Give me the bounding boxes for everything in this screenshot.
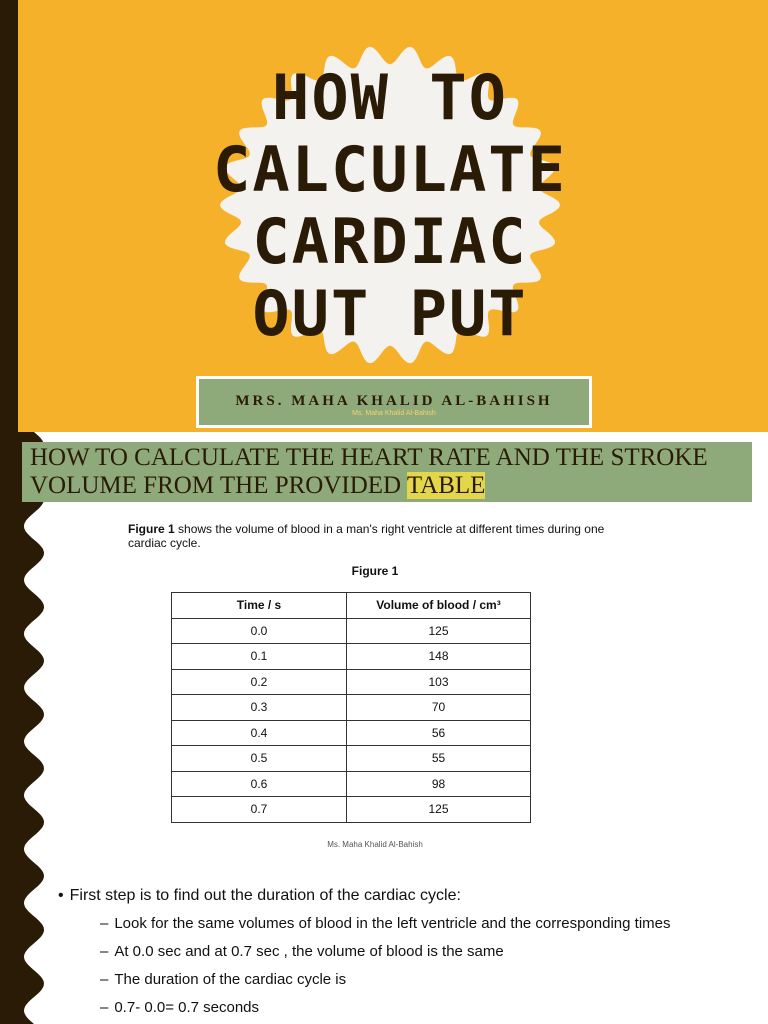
- time-cell: 0.1: [172, 644, 347, 670]
- page-title: [180, 62, 600, 350]
- title-line-1: HOW TO: [272, 61, 508, 134]
- slide-heading: [30, 444, 750, 500]
- table-row: [172, 644, 531, 670]
- volume-cell: 125: [347, 618, 531, 644]
- time-cell: 0.0: [172, 618, 347, 644]
- title-line-3: CARDIAC: [252, 205, 528, 278]
- volume-cell: 98: [347, 771, 531, 797]
- author-watermark: Ms. Maha Khalid Al-Bahish: [352, 410, 436, 417]
- table-row: [172, 669, 531, 695]
- figure-intro-text: shows the volume of blood in a man's right ventricle at different times during one cardiac cycle.: [128, 522, 605, 550]
- data-table: [171, 592, 531, 823]
- title-slide: [0, 0, 768, 432]
- figure-intro: [128, 522, 628, 550]
- left-accent-bar: [0, 0, 18, 432]
- table-row: [172, 797, 531, 823]
- time-cell: 0.4: [172, 720, 347, 746]
- volume-cell: 103: [347, 669, 531, 695]
- time-cell: 0.6: [172, 771, 347, 797]
- wavy-border-shape: [0, 432, 60, 1024]
- figure-intro-bold: Figure 1: [128, 522, 175, 536]
- volume-cell: 148: [347, 644, 531, 670]
- title-line-4: OUT PUT: [252, 277, 528, 350]
- sub-bullet-1: – Look for the same volumes of blood in the left ventricle and the corresponding times: [100, 914, 758, 934]
- column-header-volume: Volume of blood / cm³: [347, 593, 531, 619]
- table-row: [172, 695, 531, 721]
- bullet-main: • First step is to find out the duration of the cardiac cycle:: [58, 884, 758, 908]
- heading-highlight: TABLE: [406, 472, 486, 499]
- time-cell: 0.3: [172, 695, 347, 721]
- table-row: [172, 720, 531, 746]
- figure-watermark: Ms. Maha Khalid Al-Bahish: [327, 840, 423, 849]
- table-row: [172, 746, 531, 772]
- title-line-2: CALCULATE: [213, 133, 567, 206]
- bullet-list: [58, 884, 758, 1024]
- time-cell: 0.2: [172, 669, 347, 695]
- figure-image: [120, 508, 630, 853]
- volume-cell: 55: [347, 746, 531, 772]
- table-row: [172, 618, 531, 644]
- content-slide: [0, 432, 768, 1024]
- sub-bullet-4: – 0.7- 0.0= 0.7 seconds: [100, 998, 758, 1018]
- table-header-row: [172, 593, 531, 619]
- volume-cell: 70: [347, 695, 531, 721]
- sub-bullet-2: – At 0.0 sec and at 0.7 sec , the volume of blood is the same: [100, 942, 758, 962]
- author-box: [196, 376, 592, 428]
- table-row: [172, 771, 531, 797]
- time-cell: 0.5: [172, 746, 347, 772]
- column-header-time: Time / s: [172, 593, 347, 619]
- sub-bullet-3: – The duration of the cardiac cycle is: [100, 970, 758, 990]
- volume-cell: 125: [347, 797, 531, 823]
- volume-cell: 56: [347, 720, 531, 746]
- author-name: MRS. MAHA KHALID AL-BAHISH: [235, 393, 553, 409]
- wavy-left-border: [0, 432, 60, 1024]
- figure-caption: Figure 1: [351, 564, 399, 578]
- heading-box: [22, 442, 752, 502]
- time-cell: 0.7: [172, 797, 347, 823]
- heading-text: HOW TO CALCULATE THE HEART RATE AND THE STROKE VOLUME FROM THE PROVIDED: [30, 444, 708, 499]
